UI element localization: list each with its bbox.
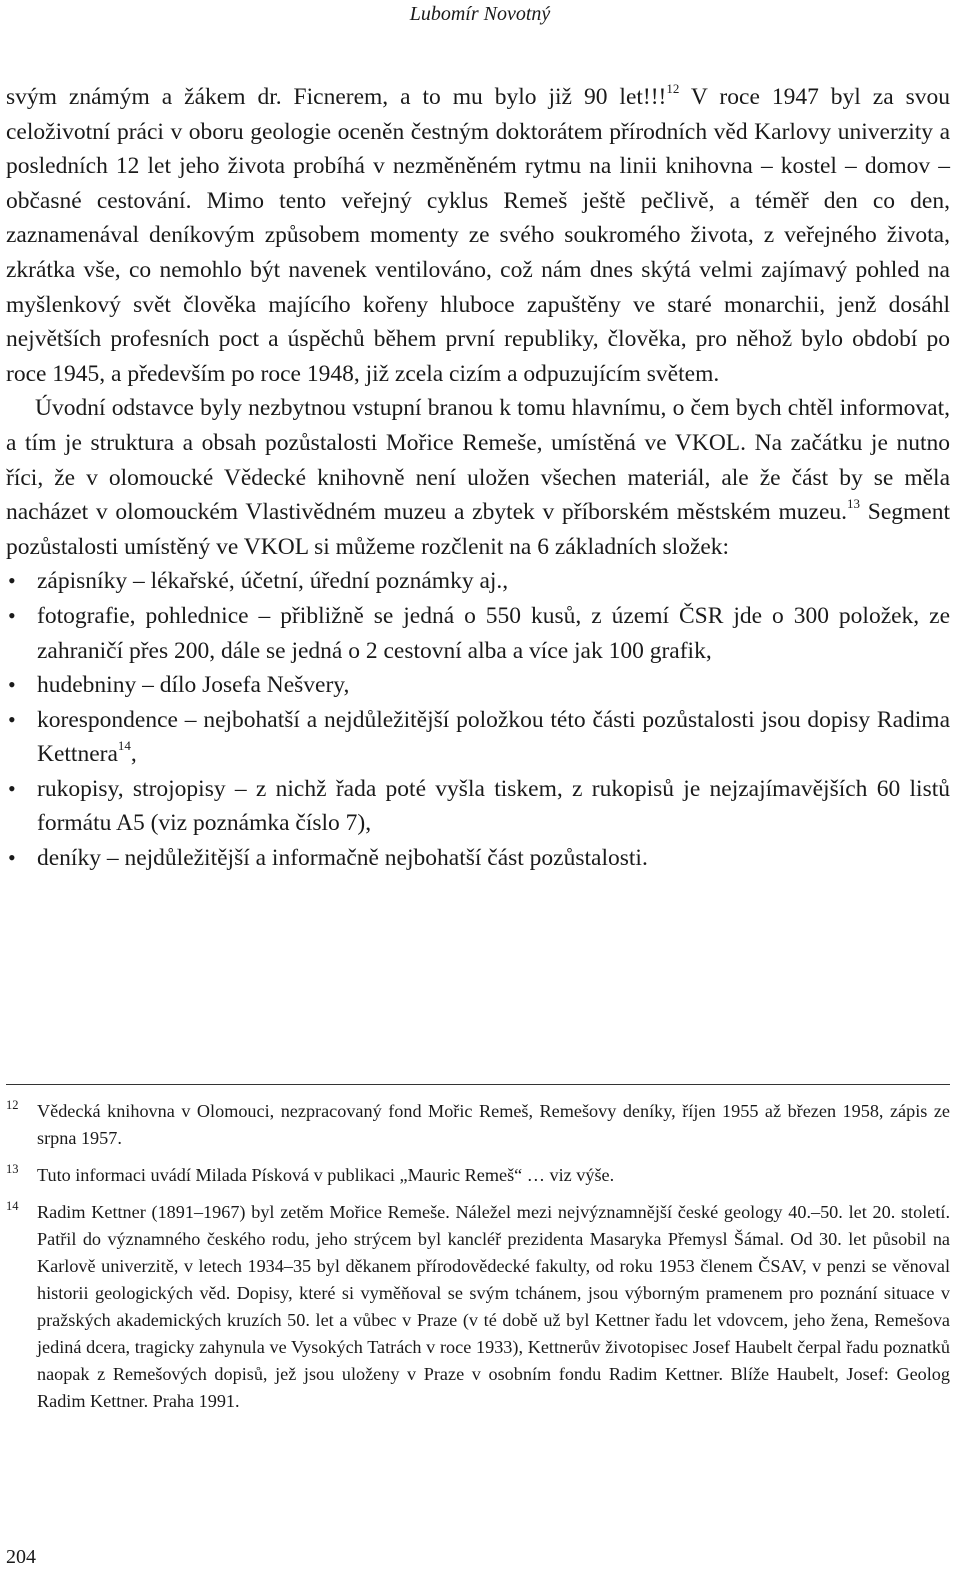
list-item-text: korespondence – nejbohatší a nejdůležitější položkou této části pozůstalosti jsou dopisy Radima Kettnera [37,706,950,768]
list-item-text: zápisníky – lékařské, účetní, úřední poznámky aj., [37,568,509,595]
header-author: Lubomír Novotný [409,3,551,25]
footnote-13 [6,1162,950,1189]
list-item [6,772,950,841]
paragraph-1 [6,80,950,391]
running-header [0,2,960,26]
footnote-text: Vědecká knihovna v Olomouci, nezpracovaný fond Mořic Remeš, Remešovy deníky, říjen 1955 až březen 1958, zápis ze srpna 1957. [37,1101,950,1148]
list-item-text: hudebniny – dílo Josefa Nešvery, [37,672,350,699]
list-item [6,564,950,599]
paragraph-1-text-b: V roce 1947 byl za svou celoživotní práci v oboru geologie oceněn čestným doktorátem přírodních věd Karlovy univerzity a posledních 12 let jeho života probíhá v nezměněném rytmu na linii knihovna – kostel – domov – občasné cestování. Mimo tento veřejný cyklus Remeš ještě pečlivě, a téměř den co den, zaznamenával deníkovým způsobem momenty ze svého soukromého života, z veřejného života, zkrátka vše, co nemohlo být navenek ventilováno, což nám dnes skýtá velmi zajímavý pohled na myšlenkový svět člověka majícího kořeny hluboce zapuštěny ve staré monarchii, jenž dosáhl největších profesních poct a úspěchů během první republiky, člověka, pro něhož bylo období po roce 1945, a především po roce 1948, již zcela cizím a odpuzujícím světem. [6,84,951,387]
footnote-text: Tuto informaci uvádí Milada Písková v publikaci „Mauric Remeš“ … viz výše. [37,1165,615,1185]
list-item [6,599,950,668]
footnote-divider [6,1084,950,1085]
footnote-ref-12[interactable]: 12 [666,81,680,96]
paragraph-2-text-a: Úvodní odstavce byly nezbytnou vstupní branou k tomu hlavnímu, o čem bych chtěl informovat, a tím je struktura a obsah pozůstalosti Mořice Remeše, umístěná ve VKOL. Na začátku je nutno říci, že v olomoucké Vědecké knihovně není uložen všechen materiál, ale že část by se měla nacházet v olomouckém Vlastivědném muzeu a zbytek v příborském městském muzeu. [6,395,950,526]
paragraph-1-text-a: svým známým a žákem dr. Ficnerem, a to mu bylo již 90 let!!! [6,84,667,110]
list-item-text: fotografie, pohlednice – přibližně se jedná o 550 kusů, z území ČSR jde o 300 položek, ze zahraničí přes 200, dále se jedná o 2 cestovní alba a více jak 100 grafik, [37,602,950,664]
bullet-icon: • [8,602,16,628]
footnote-number: 14 [6,1199,19,1213]
bullet-icon: • [8,845,16,871]
footnote-12 [6,1098,950,1152]
bullet-icon: • [8,706,16,732]
footnote-14 [6,1199,950,1415]
list-item [6,668,950,703]
component-list [6,564,950,875]
list-item-tail: , [130,741,137,768]
footnote-ref-13[interactable]: 13 [847,496,861,512]
paragraph-2-text-b: Segment pozůstalosti umístěný ve VKOL si můžeme rozčlenit na 6 základních složek: [6,499,950,560]
bullet-icon: • [8,672,16,698]
list-item [6,703,950,772]
paragraph-2 [6,391,950,564]
footnote-number: 13 [6,1162,19,1176]
list-item-text: deníky – nejdůležitější a informačně nejbohatší část pozůstalosti. [37,845,648,872]
footnote-number: 12 [6,1098,19,1112]
footnote-ref-14[interactable]: 14 [117,738,131,754]
footnotes [6,1098,950,1425]
list-item-text: rukopisy, strojopisy – z nichž řada poté vyšla tiskem, z rukopisů je nejzajímavějších 60 listů formátu A5 (viz poznámka číslo 7), [37,775,950,837]
body-text [6,80,950,876]
bullet-icon: • [8,568,16,594]
page-number: 204 [6,1546,36,1568]
bullet-icon: • [8,775,16,801]
footnote-text: Radim Kettner (1891–1967) byl zetěm Mořice Remeše. Náležel mezi nejvýznamnější české geology 40.–50. let 20. století. Patřil do významného českého rodu, jeho strýcem byl kancléř prezidenta Masaryka Přemysl Šámal. Od 30. let působil na Karlově univerzitě, v letech 1934–35 byl děkanem přírodovědecké fakulty, od roku 1953 členem ČSAV, v penzi se věnoval historii geologických věd. Dopisy, které si vyměňoval se svým tchánem, jsou výborným pramenem pro poznání situace v pražských akademických kruzích 50. let a vůbec v Praze (v té době už byl Kettner řadu let vdovcem, jeho žena, Remešova jediná dcera, tragicky zahynula ve Vysokých Tatrách v roce 1933), Kettnerův životopisec Josef Haubelt čerpal řadu poznatků naopak z Remešových dopisů, jež jsou uloženy v Praze v osobním fondu Radim Kettner. Blíže Haubelt, Josef: Geolog Radim Kettner. Praha 1991. [37,1202,950,1411]
list-item [6,841,950,876]
